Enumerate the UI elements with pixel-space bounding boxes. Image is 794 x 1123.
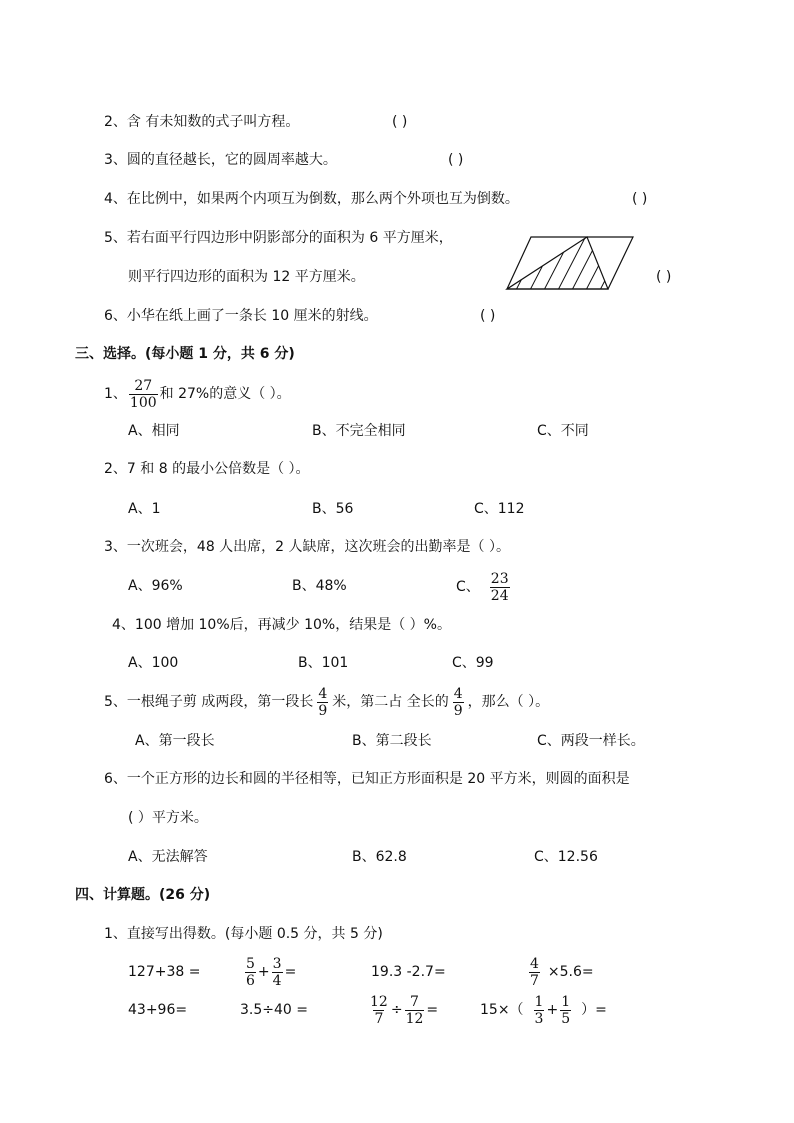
choice-q6-line2: ( ）平方米。 xyxy=(128,810,208,826)
choice-q6: 6、一个正方形的边长和圆的半径相等，已知正方形面积是 20 平方米，则圆的面积是 xyxy=(104,771,630,787)
option-c[interactable]: C、112 xyxy=(474,501,525,517)
fraction: $\frac{4}{9}$ xyxy=(318,685,328,719)
expr-r2-d: 15×（ $\frac{1}{3}$ + $\frac{1}{5}$ ）= xyxy=(480,993,607,1027)
fraction: $\frac{1}{3}$ xyxy=(534,993,544,1027)
choice-q4: 4、100 增加 10%后，再减少 10%，结果是（ ）%。 xyxy=(112,617,451,633)
fraction: $\frac{4}{9}$ xyxy=(453,685,463,719)
fraction: $\frac{3}{4}$ xyxy=(272,955,282,989)
answer-paren[interactable]: ( ) xyxy=(392,114,408,130)
section-heading-choice: 三、选择。(每小题 1 分，共 6 分) xyxy=(75,346,295,362)
expr-r2-c: $\frac{12}{7}$ ÷ $\frac{7}{12}$ = xyxy=(370,993,439,1027)
section-heading-calc: 四、计算题。(26 分) xyxy=(75,887,211,903)
option-a[interactable]: A、无法解答 xyxy=(128,849,208,865)
option-c[interactable]: C、99 xyxy=(452,655,494,671)
option-a[interactable]: A、1 xyxy=(128,501,161,517)
option-b[interactable]: B、不完全相同 xyxy=(312,423,406,439)
expr-r1-d: $\frac{4}{7}$ ×5.6= xyxy=(530,955,594,989)
expr-r1-a: 127+38 = xyxy=(128,964,201,980)
fraction: $\frac{1}{5}$ xyxy=(561,993,571,1027)
choice-q5: 5、一根绳子剪 成两段，第一段长 $\frac{4}{9}$ 米，第二占 全长的 $\frac{4}{9}$ ，那么（ ）。 xyxy=(104,685,550,719)
option-a[interactable]: A、100 xyxy=(128,655,179,671)
answer-paren[interactable]: ( ) xyxy=(656,269,672,285)
option-c[interactable]: C、12.56 xyxy=(534,849,598,865)
option-c[interactable]: C、两段一样长。 xyxy=(537,733,645,749)
choice-q3: 3、一次班会，48 人出席，2 人缺席，这次班会的出勤率是（ ）。 xyxy=(104,539,510,555)
choice-q1: 1、 $\frac{27}{100}$ 和 27%的意义（ ）。 xyxy=(104,377,291,411)
option-a[interactable]: A、相同 xyxy=(128,423,180,439)
expr-r2-a: 43+96= xyxy=(128,1002,188,1018)
answer-paren[interactable]: ( ) xyxy=(480,308,496,324)
answer-paren[interactable]: ( ) xyxy=(632,191,648,207)
option-b[interactable]: B、56 xyxy=(312,501,354,517)
fraction: $\frac{27}{100}$ xyxy=(129,377,157,411)
judge-item-6: 6、小华在纸上画了一条长 10 厘米的射线。 xyxy=(104,308,378,324)
expr-r2-b: 3.5÷40 = xyxy=(240,1002,308,1018)
fraction: $\frac{5}{6}$ xyxy=(246,955,255,989)
fraction: $\frac{7}{12}$ xyxy=(405,993,424,1027)
answer-paren[interactable]: ( ) xyxy=(448,152,464,168)
fraction: $\frac{23}{24}$ xyxy=(490,570,509,604)
judge-item-2: 2、含 有未知数的式子叫方程。 xyxy=(104,114,300,130)
judge-item-3: 3、圆的直径越长，它的圆周率越大。 xyxy=(104,152,337,168)
judge-item-4: 4、在比例中，如果两个内项互为倒数，那么两个外项也互为倒数。 xyxy=(104,191,519,207)
fraction: $\frac{4}{7}$ xyxy=(530,955,539,989)
option-b[interactable]: B、101 xyxy=(298,655,349,671)
judge-item-5-line2: 则平行四边形的面积为 12 平方厘米。 xyxy=(128,269,365,285)
fraction: $\frac{12}{7}$ xyxy=(370,993,388,1027)
choice-q2: 2、7 和 8 的最小公倍数是（ ）。 xyxy=(104,461,310,477)
option-b[interactable]: B、62.8 xyxy=(352,849,407,865)
option-b[interactable]: B、第二段长 xyxy=(352,733,432,749)
option-b[interactable]: B、48% xyxy=(292,578,347,594)
expr-r1-b: $\frac{5}{6}$ + $\frac{3}{4}$ = xyxy=(246,955,297,989)
parallelogram-figure xyxy=(505,234,635,292)
option-a[interactable]: A、第一段长 xyxy=(135,733,215,749)
option-c[interactable]: C、 $\frac{23}{24}$ xyxy=(456,570,509,604)
judge-item-5: 5、若右面平行四边形中阴影部分的面积为 6 平方厘米， xyxy=(104,230,453,246)
option-a[interactable]: A、96% xyxy=(128,578,183,594)
calc-subheading: 1、直接写出得数。(每小题 0.5 分，共 5 分) xyxy=(104,926,383,942)
expr-r1-c: 19.3 -2.7= xyxy=(371,964,446,980)
option-c[interactable]: C、不同 xyxy=(537,423,589,439)
